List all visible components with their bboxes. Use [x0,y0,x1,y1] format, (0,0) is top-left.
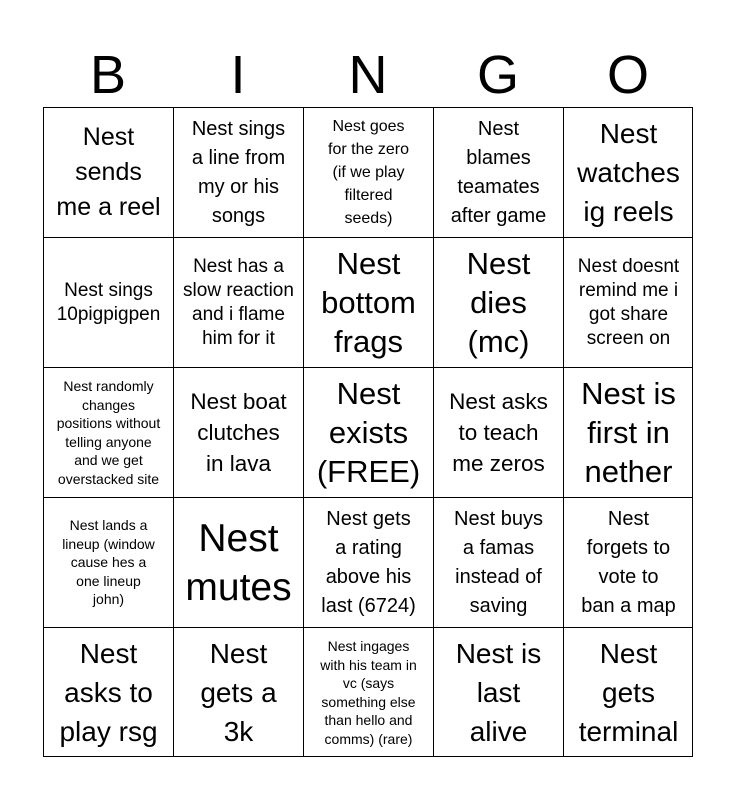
bingo-cell[interactable] [433,627,563,757]
bingo-cell[interactable] [43,627,173,757]
bingo-cell-text: Nest ingages with his team in vc (says something else than hello and comms) (rare) [320,638,417,747]
header-letter-i: I [230,45,246,105]
bingo-cell-text: Nest sings a line from my or his songs [191,117,286,227]
bingo-cell[interactable] [563,497,693,627]
bingo-cell-text: Nest mutes [185,516,292,609]
bingo-cell[interactable] [563,367,693,497]
bingo-cell[interactable] [173,367,303,497]
bingo-cell[interactable] [563,237,693,367]
bingo-cell[interactable] [563,107,693,237]
bingo-cell-text: Nest is last alive [455,638,542,747]
bingo-header [43,44,693,106]
header-letter-n: N [348,45,388,105]
bingo-cell-text: Nest sings 10pigpigpen [56,279,161,325]
bingo-cell[interactable] [43,367,173,497]
bingo-cell-text: Nest has a slow reaction and i flame him for it [183,255,294,349]
bingo-cell[interactable] [433,237,563,367]
bingo-cell-text: Nest doesnt remind me i got share screen on [577,255,680,349]
bingo-cell[interactable] [303,107,433,237]
bingo-cell[interactable] [433,367,563,497]
bingo-cell-text: Nest asks to play rsg [59,638,158,747]
bingo-cell[interactable] [43,107,173,237]
bingo-cell-text: Nest forgets to vote to ban a map [581,507,676,617]
bingo-cell-text: Nest blames teamates after game [450,117,547,227]
bingo-cell-text: Nest asks to teach me zeros [449,389,548,476]
bingo-cell[interactable] [303,497,433,627]
bingo-cell-text: Nest boat clutches in lava [190,389,287,476]
bingo-cell[interactable] [303,627,433,757]
bingo-cell[interactable] [173,627,303,757]
bingo-cell[interactable] [433,497,563,627]
bingo-cell[interactable] [173,497,303,627]
bingo-cell-text: Nest goes for the zero (if we play filtered seeds) [328,118,409,227]
header-letter-b: B [89,45,127,105]
bingo-cell-text: Nest bottom frags [321,246,416,359]
bingo-cell[interactable] [303,367,433,497]
bingo-cell-text: Nest watches ig reels [577,118,680,227]
bingo-cell[interactable] [173,237,303,367]
header-letter-o: O [606,45,649,105]
bingo-cell-text: Nest gets a rating above his last (6724) [321,507,416,617]
bingo-cell-text: Nest randomly changes positions without telling anyone and we get overstacked site [56,378,161,487]
bingo-cell[interactable] [43,237,173,367]
bingo-cell-text: Nest gets terminal [578,638,679,747]
bingo-cell[interactable] [433,107,563,237]
bingo-cell[interactable] [43,497,173,627]
bingo-cell[interactable] [173,107,303,237]
bingo-cell[interactable] [563,627,693,757]
bingo-cell-text: Nest gets a 3k [200,638,277,747]
bingo-board [43,107,693,757]
header-letter-g: G [476,45,519,105]
bingo-cell-text: Nest lands a lineup (window cause hes a one lineup john) [62,517,155,608]
bingo-cell-text: Nest sends me a reel [56,123,161,221]
bingo-cell-text: Nest exists (FREE) [316,376,421,489]
bingo-cell[interactable] [303,237,433,367]
bingo-cell-text: Nest buys a famas instead of saving [454,507,543,617]
bingo-cell-text: Nest dies (mc) [466,246,531,359]
bingo-cell-text: Nest is first in nether [581,376,676,489]
